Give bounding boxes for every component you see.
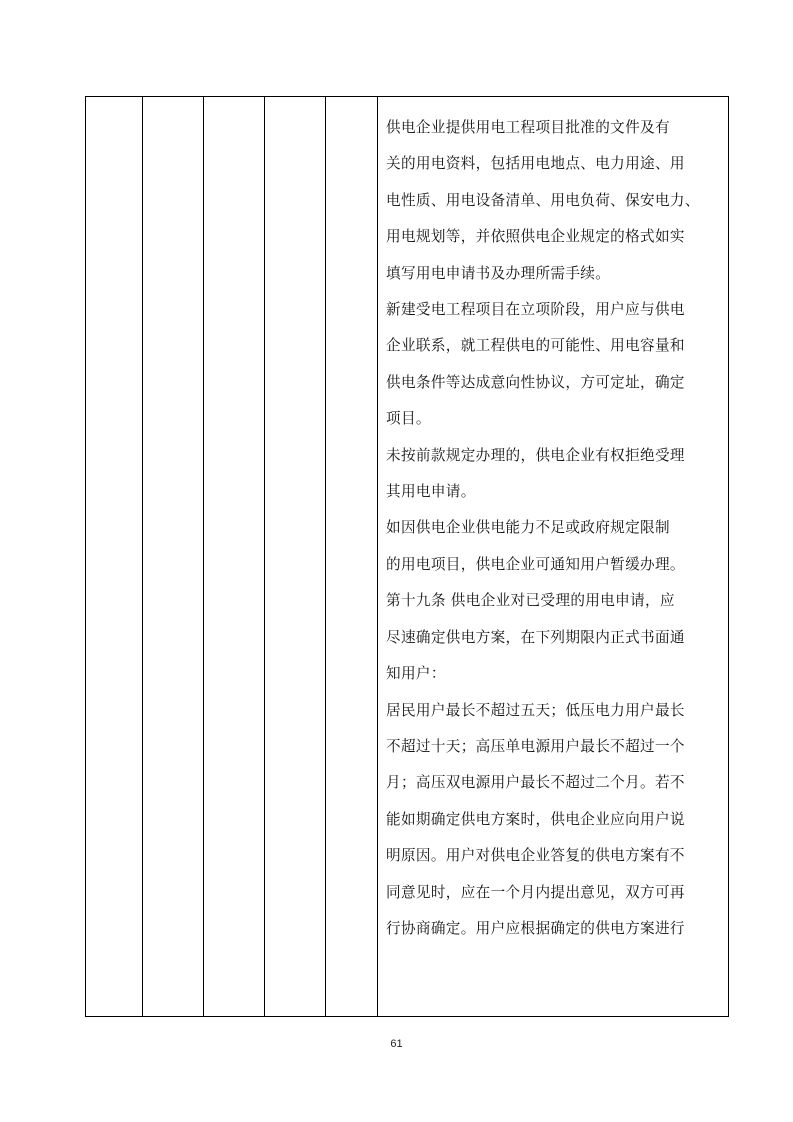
text-line: 如因供电企业供电能力不足或政府规定限制 xyxy=(386,519,670,537)
text-line: 用电规划等，并依照供电企业规定的格式如实 xyxy=(386,228,685,246)
text-line: 行协商确定。用户应根据确定的供电方案进行 xyxy=(386,919,685,937)
text-line: 企业联系，就工程供电的可能性、用电容量和 xyxy=(386,337,685,355)
text-line: 尽速确定供电方案，在下列期限内正式书面通 xyxy=(386,628,685,646)
text-line: 不超过十天；高压单电源用户最长不超过一个 xyxy=(386,737,685,755)
text-line: 关的用电资料，包括用电地点、电力用途、用 xyxy=(386,155,685,173)
text-line: 项目。 xyxy=(386,410,431,428)
document-table xyxy=(85,96,729,1017)
empty-cell-5 xyxy=(326,97,378,1017)
content-paragraphs xyxy=(386,110,720,947)
text-line: 电性质、用电设备清单、用电负荷、保安电力、 xyxy=(386,191,700,209)
text-line: 第十九条 供电企业对已受理的用电申请，应 xyxy=(386,592,675,610)
table-row xyxy=(86,97,729,1017)
empty-cell-3 xyxy=(204,97,265,1017)
empty-cell-1 xyxy=(86,97,143,1017)
text-line: 知用户： xyxy=(386,665,446,683)
text-line: 新建受电工程项目在立项阶段，用户应与供电 xyxy=(386,301,685,319)
empty-cell-2 xyxy=(143,97,204,1017)
text-line: 同意见时，应在一个月内提出意见，双方可再 xyxy=(386,883,685,901)
text-line: 能如期确定供电方案时，供电企业应向用户说 xyxy=(386,810,685,828)
text-line: 其用电申请。 xyxy=(386,483,476,501)
text-line: 月；高压双电源用户最长不超过二个月。若不 xyxy=(386,774,685,792)
text-line: 供电条件等达成意向性协议，方可定址，确定 xyxy=(386,373,685,391)
text-line: 的用电项目，供电企业可通知用户暂缓办理。 xyxy=(386,555,685,573)
text-line: 供电企业提供用电工程项目批准的文件及有 xyxy=(386,119,670,136)
content-cell xyxy=(378,97,729,1017)
text-line: 填写用电申请书及办理所需手续。 xyxy=(386,264,611,282)
text-line: 未按前款规定办理的，供电企业有权拒绝受理 xyxy=(386,446,685,464)
page-number: 61 xyxy=(390,1038,403,1050)
text-line: 居民用户最长不超过五天；低压电力用户最长 xyxy=(386,701,685,719)
empty-cell-4 xyxy=(265,97,326,1017)
text-line: 明原因。用户对供电企业答复的供电方案有不 xyxy=(386,847,685,865)
